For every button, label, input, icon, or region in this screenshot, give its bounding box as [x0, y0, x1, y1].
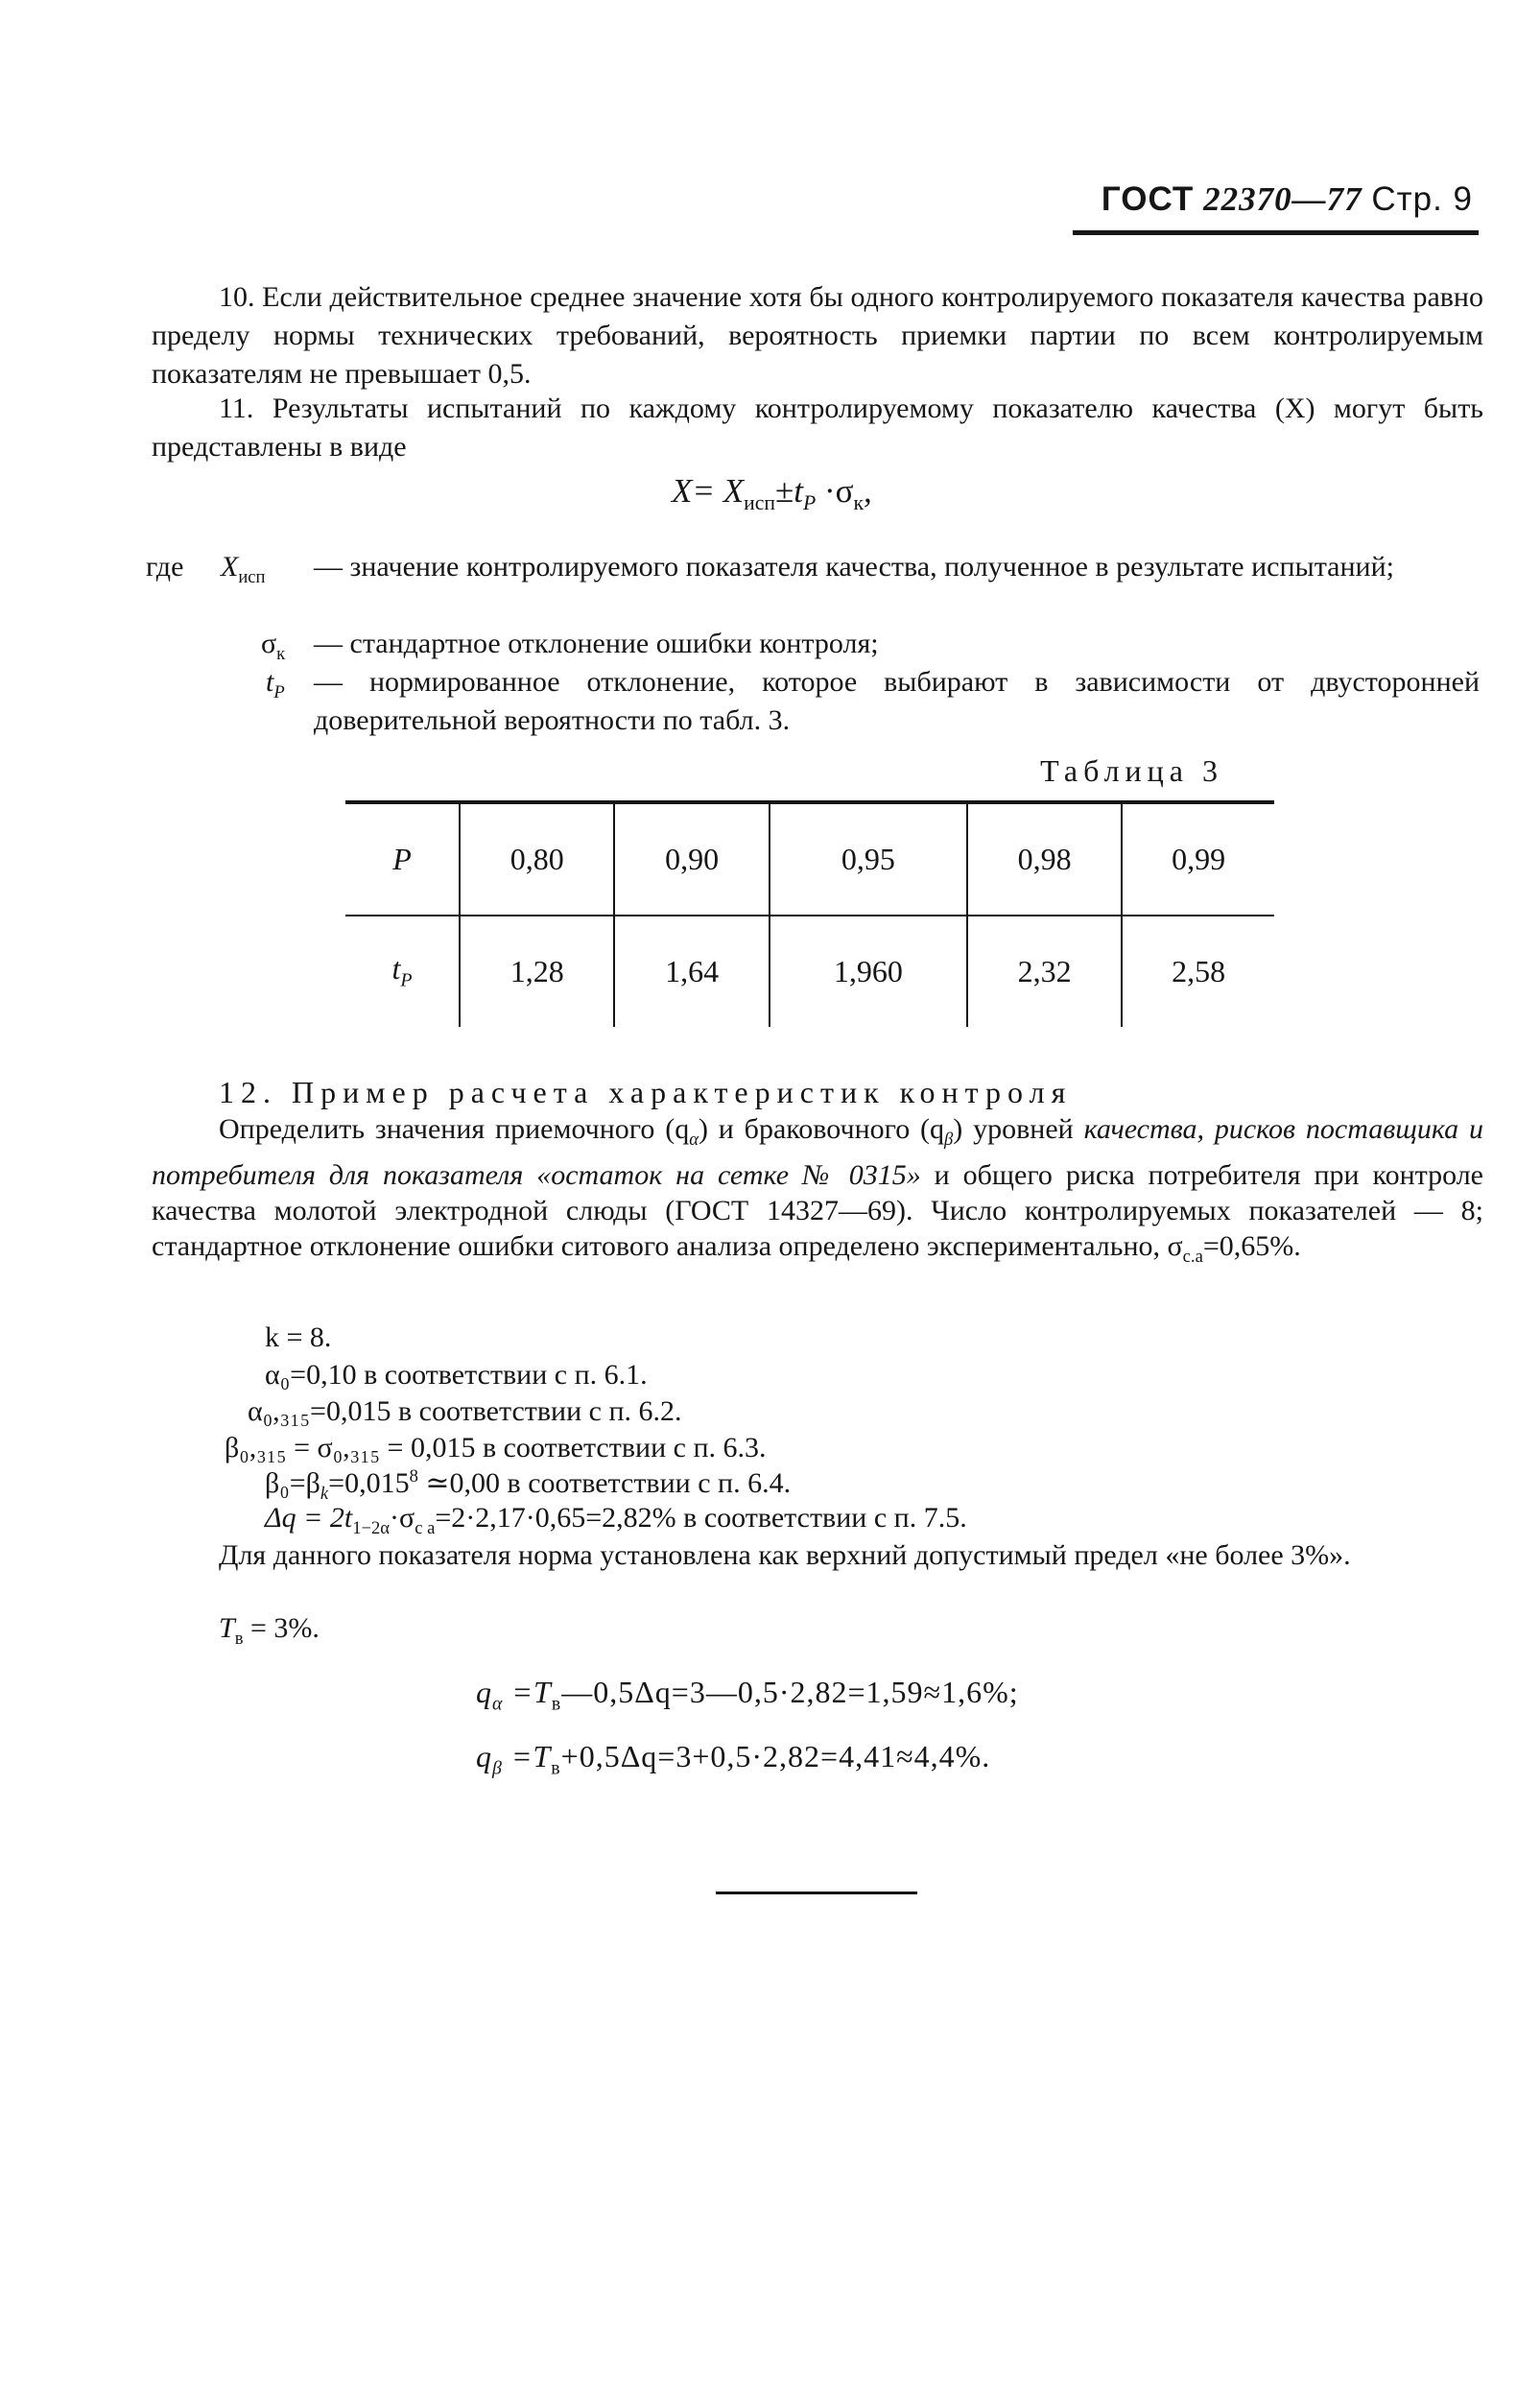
header-number: 22370—77 — [1203, 180, 1362, 218]
formula-x: $X= X_{исп}\pm t_P \cdot\sigma_к$, — [672, 472, 872, 514]
table-cell: 1,960 — [770, 916, 967, 1027]
paragraph-11: 11. Результаты испытаний по каждому контролируемому показателю качества (X) могут быть представлены в виде — [152, 393, 1483, 463]
table-cell: 1,28 — [460, 916, 614, 1027]
table-cell: 1,64 — [614, 916, 769, 1027]
table-cell-label-t: $t_P$ — [345, 916, 460, 1027]
end-rule — [716, 1891, 917, 1894]
equation-q-beta: $q_\beta =T_в+0,5\Delta q=3+0,5\cdot 2,82=4,41\approx 4,4\%$. — [476, 1739, 991, 1779]
table-cell: 0,80 — [460, 802, 614, 916]
header-rule — [1073, 230, 1479, 235]
paragraph-10: 10. Если действительное среднее значение хотя бы одного контролируемого показателя качества равно пределу нормы технических требований, вероятность приемки партии по всем контролируемым показателям не превышает 0,5. — [152, 281, 1483, 390]
table-cell: 0,90 — [614, 802, 769, 916]
where-x: где $X_{исп}$ — значение контролируемого показателя качества, полученное в результате испытаний; — [146, 551, 1394, 587]
calc-k: k = 8. — [265, 1321, 332, 1353]
calc-beta0315: β₀,₃₁₅ = σ₀,₃₁₅ = 0,015 в соответствии с п. 6.3. — [225, 1432, 767, 1463]
section-12-heading: 12. Пример расчета характеристик контроля — [219, 1075, 1073, 1109]
header-page-number: Стр. 9 — [1371, 180, 1473, 218]
table-row-t — [345, 916, 1274, 1027]
where-t: $t_P$ — нормированное отклонение, которое выбирают в зависимости от двусторонней доверительной вероятности по табл. 3. — [266, 666, 1480, 736]
calc-beta0: $\beta_0=\beta_k=0,015^8$ ≃0,00 в соответствии с п. 6.4. — [265, 1466, 792, 1504]
table-3-title: Таблица 3 — [1040, 753, 1223, 788]
calc-alpha0315: α₀,₃₁₅=0,015 в соответствии с п. 6.2. — [248, 1395, 682, 1427]
table-cell-label-p: P — [345, 802, 460, 916]
equation-q-alpha: $q_\alpha$ $=T_в—0,5\Delta q=3—0,5\cdot 2,82=1,59\approx 1,6\%$; — [476, 1675, 1019, 1715]
norm-paragraph: Для данного показателя норма установлена как верхний допустимый предел «не более 3%». — [219, 1539, 1351, 1571]
section-12-text: Определить значения приемочного $(q_\alpha)$ и браковочного $(q_\beta)$ уровней качества, рисков поставщика и потребителя для показателя «остаток на сетке № 0315» и общего риска потребителя при контроле качества молотой электродной слюды (ГОСТ 14327—69). Число контролируемых показателей — 8; стандартное отклонение ошибки ситового анализа определено экспериментально, $\sigma_{с.а}=0,65\%$. — [152, 1113, 1484, 1267]
where-sigma: $\sigma_к$ — стандартное отклонение ошибки контроля; — [261, 628, 879, 664]
header-gost: ГОСТ — [1101, 180, 1195, 218]
calc-delta-q: $\Delta q = 2t_{1-2\alpha}\cdot\sigma_{с а}=2\cdot 2,17\cdot 0,65=2,82\%$ в соответствии с п. 7.5. — [265, 1502, 967, 1538]
table-cell: 0,95 — [770, 802, 967, 916]
page-header — [1102, 180, 1473, 219]
table-row-p — [345, 802, 1274, 916]
table-3 — [345, 800, 1274, 1027]
table-cell: 0,98 — [967, 802, 1122, 916]
table-cell: 2,32 — [967, 916, 1122, 1027]
table-cell: 2,58 — [1122, 916, 1274, 1027]
table-cell: 0,99 — [1122, 802, 1274, 916]
where-block — [146, 548, 1480, 740]
norm-tv: $T_в = 3\%$. — [219, 1612, 320, 1649]
calc-alpha0: α₀=0,10 в соответствии с п. 6.1. — [265, 1359, 648, 1391]
